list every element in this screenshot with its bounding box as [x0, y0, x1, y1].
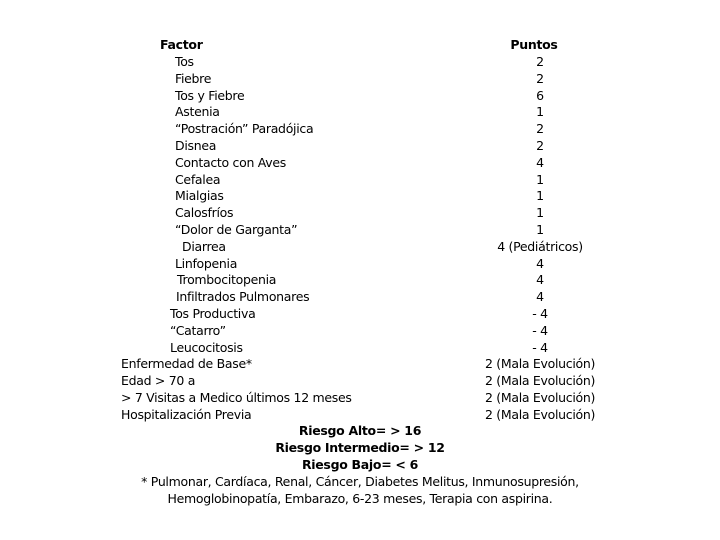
factor-cell: Trombocitopenia: [177, 272, 277, 288]
risk-intermediate: Riesgo Intermedio= > 12: [275, 440, 445, 455]
points-cell: 4: [536, 272, 544, 288]
footnote-line-2: Hemoglobinopatía, Embarazo, 6-23 meses, Terapia con aspirina.: [167, 491, 553, 506]
points-cell: - 4: [532, 306, 548, 321]
risk-low: Riesgo Bajo= < 6: [301, 457, 419, 472]
footnote-line-1: * Pulmonar, Cardíaca, Renal, Cáncer, Diabetes Melitus, Inmunosupresión,: [141, 474, 579, 489]
factor-cell: Astenia: [175, 104, 220, 120]
factor-cell: Enfermedad de Base*: [121, 356, 252, 372]
factor-cell: Fiebre: [175, 70, 212, 86]
points-cell: 4: [536, 289, 544, 305]
points-cell: 2: [536, 70, 544, 86]
points-cell: 2 (Mala Evolución): [484, 373, 596, 389]
factor-cell: “Dolor de Garganta”: [175, 222, 298, 237]
points-cell: 1: [536, 171, 544, 187]
points-cell: - 4: [532, 322, 548, 338]
factor-cell: Infiltrados Pulmonares: [176, 289, 310, 305]
factor-cell: Edad > 70 a: [121, 373, 196, 389]
factor-cell: Linfopenia: [175, 255, 238, 271]
factor-cell: Tos y Fiebre: [175, 87, 245, 103]
factor-cell: “Catarro”: [170, 322, 226, 338]
points-cell: 2 (Mala Evolución): [484, 356, 596, 372]
factor-cell: “Postración” Paradójica: [175, 121, 314, 137]
factor-cell: Leucocitosis: [170, 339, 243, 355]
points-cell: - 4: [532, 339, 548, 355]
points-cell: 2 (Mala Evolución): [484, 406, 596, 422]
factor-cell: Mialgias: [175, 188, 224, 204]
points-cell: 4: [536, 154, 544, 170]
factor-header: Factor: [160, 37, 203, 52]
factor-cell: Disnea: [175, 138, 217, 153]
factor-cell: Tos: [175, 54, 194, 69]
points-cell: 4 (Pediátricos): [497, 238, 583, 254]
points-cell: 2: [536, 54, 544, 69]
points-header: Puntos: [510, 37, 558, 52]
points-cell: 1: [536, 188, 544, 204]
points-cell: 1: [536, 222, 544, 237]
points-cell: 2: [536, 138, 544, 153]
factor-cell: Cefalea: [175, 171, 221, 187]
factor-cell: > 7 Visitas a Medico últimos 12 meses: [121, 390, 352, 405]
factor-cell: Hospitalización Previa: [121, 406, 252, 422]
factor-cell: Tos Productiva: [170, 306, 256, 321]
factor-cell: Calosfríos: [175, 205, 234, 221]
points-cell: 6: [536, 87, 544, 103]
points-cell: 2: [536, 121, 544, 137]
points-cell: 4: [536, 255, 544, 271]
risk-high: Riesgo Alto= > 16: [298, 423, 422, 438]
points-cell: 1: [536, 104, 544, 120]
points-cell: 1: [536, 205, 544, 221]
points-cell: 2 (Mala Evolución): [484, 390, 596, 405]
factor-cell: Contacto con Aves: [175, 154, 286, 170]
factor-cell: Diarrea: [182, 238, 226, 254]
